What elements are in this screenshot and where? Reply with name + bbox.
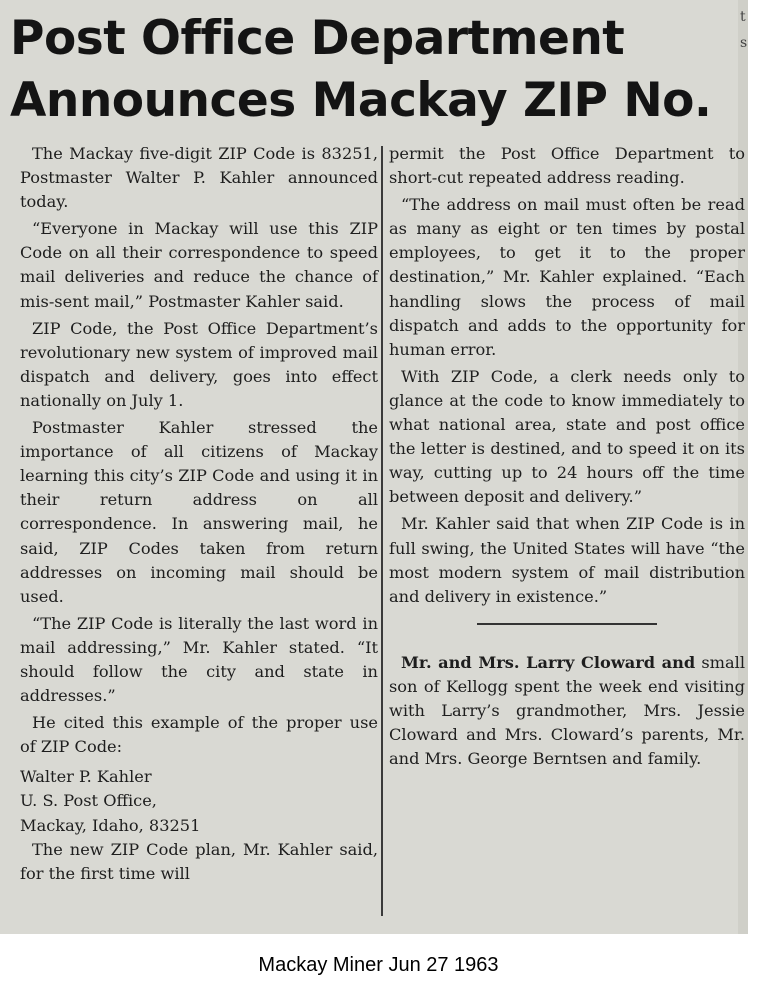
article-column-2 — [389, 142, 745, 774]
paragraph: Mr. Kahler said that when ZIP Code is in full swing, the United States will have “the most modern system of mail distribution and delivery in existence.” — [389, 514, 745, 606]
paragraph: The Mackay five-digit ZIP Code is 83251, Postmaster Walter P. Kahler announced today. — [20, 144, 378, 212]
paragraph: “The ZIP Code is literally the last word in mail addressing,” Mr. Kahler stated. “It should follow the city and state in addresses.” — [20, 613, 378, 706]
column-rule — [381, 146, 383, 916]
paragraph: Postmaster Kahler stressed the importance of all citizens of Mackay learning this city’s ZIP Code and using it in their return address on all correspondence. In answering mail, he said, ZIP Codes taken from return addresses on incoming mail should be used. — [20, 418, 378, 606]
paragraph: permit the Post Office Department to short-cut repeated address reading. — [389, 144, 745, 188]
section-separator — [477, 623, 657, 625]
paragraph: “Everyone in Mackay will use this ZIP Code on all their correspondence to speed mail deliveries and reduce the chance of mis-sent mail,” Postmaster Kahler said. — [20, 219, 378, 311]
image-caption: Mackay Miner Jun 27 1963 — [258, 954, 499, 976]
article-column-1 — [20, 142, 378, 889]
headline — [10, 8, 735, 132]
headline-line-1: Post Office Department — [10, 11, 625, 66]
paragraph: He cited this example of the proper use of ZIP Code: — [20, 713, 378, 757]
social-note-lead: Mr. and Mrs. Larry Cloward and — [401, 652, 696, 672]
address-line: Mackay, Idaho, 83251 — [20, 815, 201, 835]
paragraph: “The address on mail must often be read as many as eight or ten times by postal employees, to get it to the proper destination,” Mr. Kahler explained. “Each handling slows the process of mail dispatch and adds to the opportunity for human error. — [389, 195, 745, 359]
address-example — [20, 765, 378, 837]
address-line: Walter P. Kahler — [20, 767, 152, 787]
social-note — [389, 651, 745, 771]
paragraph: ZIP Code, the Post Office Department’s revolutionary new system of improved mail dispatch and delivery, goes into effect nationally on July 1. — [20, 318, 378, 410]
social-note-body: small son of Kellogg spent the week end visiting with Larry’s grandmother, Mrs. Jessie Cloward and Mrs. Cloward’s parents, Mr. and Mrs. George Berntsen and family. — [389, 652, 745, 769]
paragraph: The new ZIP Code plan, Mr. Kahler said, for the first time will — [20, 839, 378, 883]
adjacent-column-text: t s — [740, 9, 748, 51]
headline-line-2: Announces Mackay ZIP No. — [10, 73, 712, 128]
address-line: U. S. Post Office, — [20, 791, 157, 811]
paragraph: With ZIP Code, a clerk needs only to glance at the code to know immediately to what national area, state and post office the letter is destined, and to speed it on its way, cutting up to 24 hours off the time between deposit and delivery.” — [389, 366, 745, 507]
